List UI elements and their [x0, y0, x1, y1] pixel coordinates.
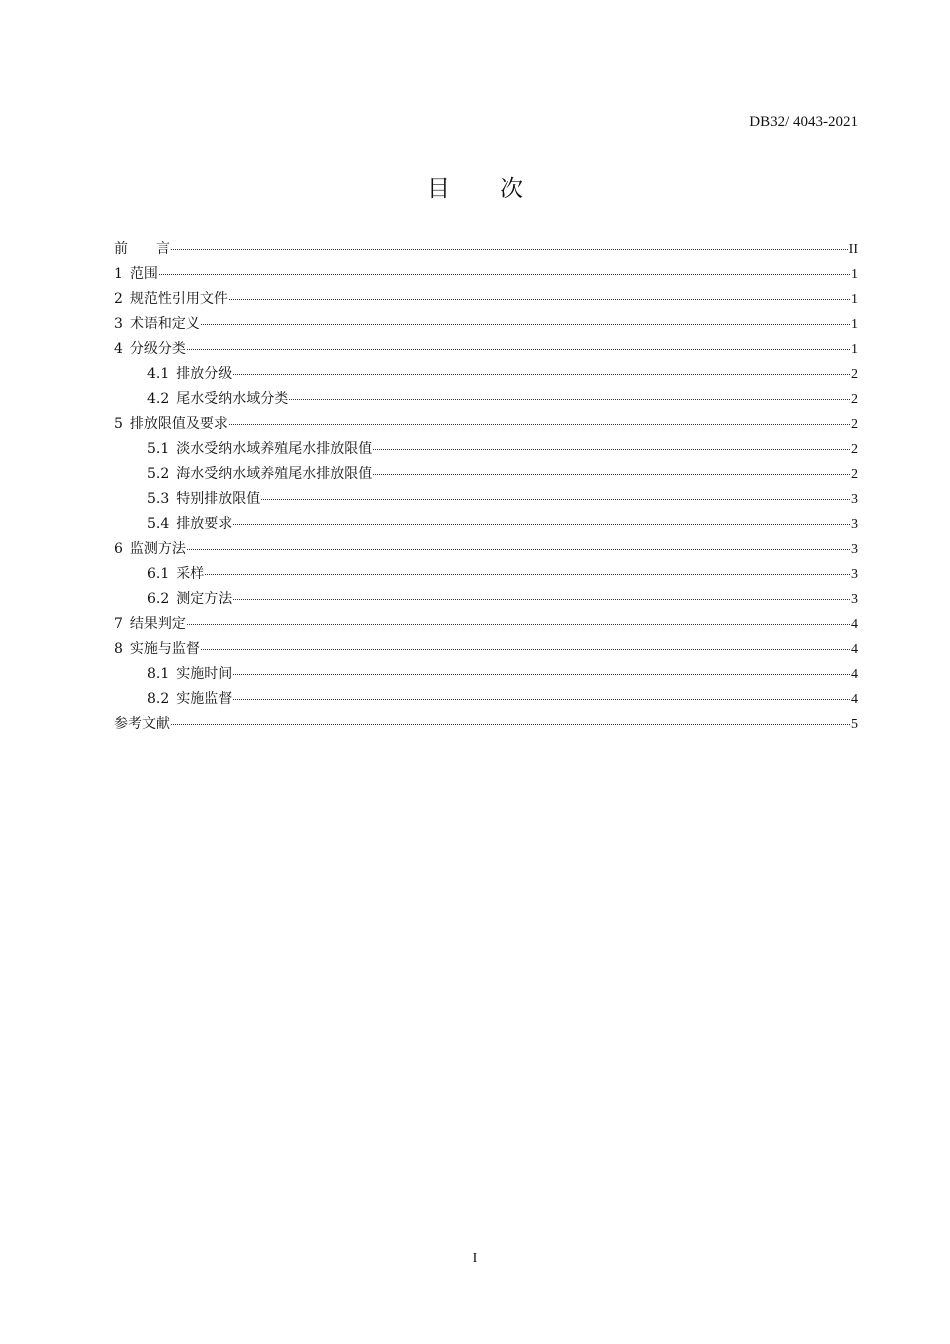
toc-entry-label: 实施监督	[176, 691, 233, 707]
toc-entry-label: 排放限值及要求	[129, 416, 228, 432]
toc-entry-number: 3	[114, 316, 123, 332]
table-of-contents	[114, 237, 858, 737]
toc-entry[interactable]	[114, 662, 858, 687]
toc-entry-number: 6	[114, 541, 123, 557]
toc-entry[interactable]	[114, 712, 858, 737]
dot-leader	[187, 623, 850, 625]
toc-heading-part2: 次	[500, 176, 523, 202]
toc-entry[interactable]	[114, 312, 858, 337]
dot-leader	[233, 673, 850, 675]
toc-entry-page: 2	[851, 367, 858, 382]
dot-leader	[233, 373, 850, 375]
dot-leader	[373, 448, 850, 450]
toc-entry-number: 6.1	[147, 566, 170, 582]
toc-entry-number: 5	[114, 416, 123, 432]
toc-entry[interactable]	[114, 587, 858, 612]
toc-entry-label: 淡水受纳水域养殖尾水排放限值	[176, 441, 373, 457]
toc-entry-number: 5.2	[147, 466, 170, 482]
toc-entry-label: 实施与监督	[129, 641, 200, 657]
toc-entry-label: 海水受纳水域养殖尾水排放限值	[176, 466, 373, 482]
toc-entry-number: 8.2	[147, 691, 170, 707]
toc-entry-page: 2	[851, 442, 858, 457]
dot-leader	[229, 423, 850, 425]
toc-entry-page: 1	[851, 317, 858, 332]
dot-leader	[289, 398, 850, 400]
dot-leader	[233, 598, 850, 600]
toc-entry-label: 排放要求	[176, 516, 233, 532]
toc-entry-page: 3	[851, 542, 858, 557]
toc-entry-page: 3	[851, 517, 858, 532]
toc-entry-label: 规范性引用文件	[129, 291, 228, 307]
dot-leader	[229, 298, 850, 300]
toc-entry-page: 4	[851, 642, 858, 657]
dot-leader	[187, 348, 850, 350]
dot-leader	[171, 723, 850, 725]
page-number: I	[472, 1251, 478, 1266]
toc-entry[interactable]	[114, 387, 858, 412]
toc-entry-label: 分级分类	[129, 341, 186, 357]
toc-entry[interactable]	[114, 412, 858, 437]
dot-leader	[201, 323, 850, 325]
toc-entry-page: 2	[851, 417, 858, 432]
toc-entry[interactable]	[114, 637, 858, 662]
dot-leader	[261, 498, 850, 500]
toc-entry-page: 5	[851, 717, 858, 732]
toc-entry[interactable]	[114, 537, 858, 562]
toc-entry-label: 范围	[129, 266, 158, 282]
toc-entry-page: 1	[851, 292, 858, 307]
toc-entry-label: 参考文献	[114, 716, 170, 732]
toc-entry-page: 3	[851, 567, 858, 582]
toc-entry-label: 尾水受纳水域分类	[176, 391, 289, 407]
toc-entry-label: 术语和定义	[129, 316, 200, 332]
toc-entry-page: 3	[851, 492, 858, 507]
toc-entry[interactable]	[114, 462, 858, 487]
toc-entry-page: 4	[851, 692, 858, 707]
toc-entry-label: 前 言	[114, 241, 170, 257]
dot-leader	[171, 248, 848, 250]
toc-entry-page: 4	[851, 617, 858, 632]
toc-entry[interactable]	[114, 287, 858, 312]
toc-entry-label: 采样	[176, 566, 205, 582]
toc-entry-page: 1	[851, 267, 858, 282]
dot-leader	[187, 548, 850, 550]
toc-entry-page: 2	[851, 392, 858, 407]
dot-leader	[205, 573, 850, 575]
toc-entry[interactable]	[114, 262, 858, 287]
toc-entry-page: 1	[851, 342, 858, 357]
toc-entry-label: 监测方法	[129, 541, 186, 557]
toc-entry[interactable]	[114, 562, 858, 587]
toc-entry-page: II	[848, 242, 858, 257]
toc-entry-number: 7	[114, 616, 123, 632]
toc-entry-label: 排放分级	[176, 366, 233, 382]
toc-entry-number: 4.1	[147, 366, 170, 382]
toc-entry-number: 4.2	[147, 391, 170, 407]
toc-entry[interactable]	[114, 512, 858, 537]
toc-entry[interactable]	[114, 237, 858, 262]
toc-entry-number: 4	[114, 341, 123, 357]
toc-entry[interactable]	[114, 437, 858, 462]
toc-entry-page: 4	[851, 667, 858, 682]
dot-leader	[233, 523, 850, 525]
toc-entry-page: 3	[851, 592, 858, 607]
toc-entry-label: 实施时间	[176, 666, 233, 682]
toc-entry[interactable]	[114, 487, 858, 512]
toc-entry-number: 1	[114, 266, 123, 282]
document-code: DB32/ 4043-2021	[749, 114, 858, 130]
dot-leader	[201, 648, 850, 650]
toc-entry-number: 5.3	[147, 491, 170, 507]
toc-entry-number: 8.1	[147, 666, 170, 682]
dot-leader	[373, 473, 850, 475]
toc-entry[interactable]	[114, 362, 858, 387]
toc-entry[interactable]	[114, 337, 858, 362]
toc-entry-label: 结果判定	[129, 616, 186, 632]
toc-entry[interactable]	[114, 687, 858, 712]
toc-entry-page: 2	[851, 467, 858, 482]
toc-entry[interactable]	[114, 612, 858, 637]
toc-entry-number: 5.4	[147, 516, 170, 532]
toc-entry-number: 2	[114, 291, 123, 307]
toc-entry-label: 测定方法	[176, 591, 233, 607]
dot-leader	[233, 698, 850, 700]
toc-entry-number: 5.1	[147, 441, 170, 457]
toc-entry-number: 8	[114, 641, 123, 657]
toc-entry-label: 特别排放限值	[176, 491, 261, 507]
toc-heading-part1: 目	[427, 176, 450, 202]
toc-entry-number: 6.2	[147, 591, 170, 607]
dot-leader	[159, 273, 850, 275]
toc-heading	[0, 170, 950, 203]
